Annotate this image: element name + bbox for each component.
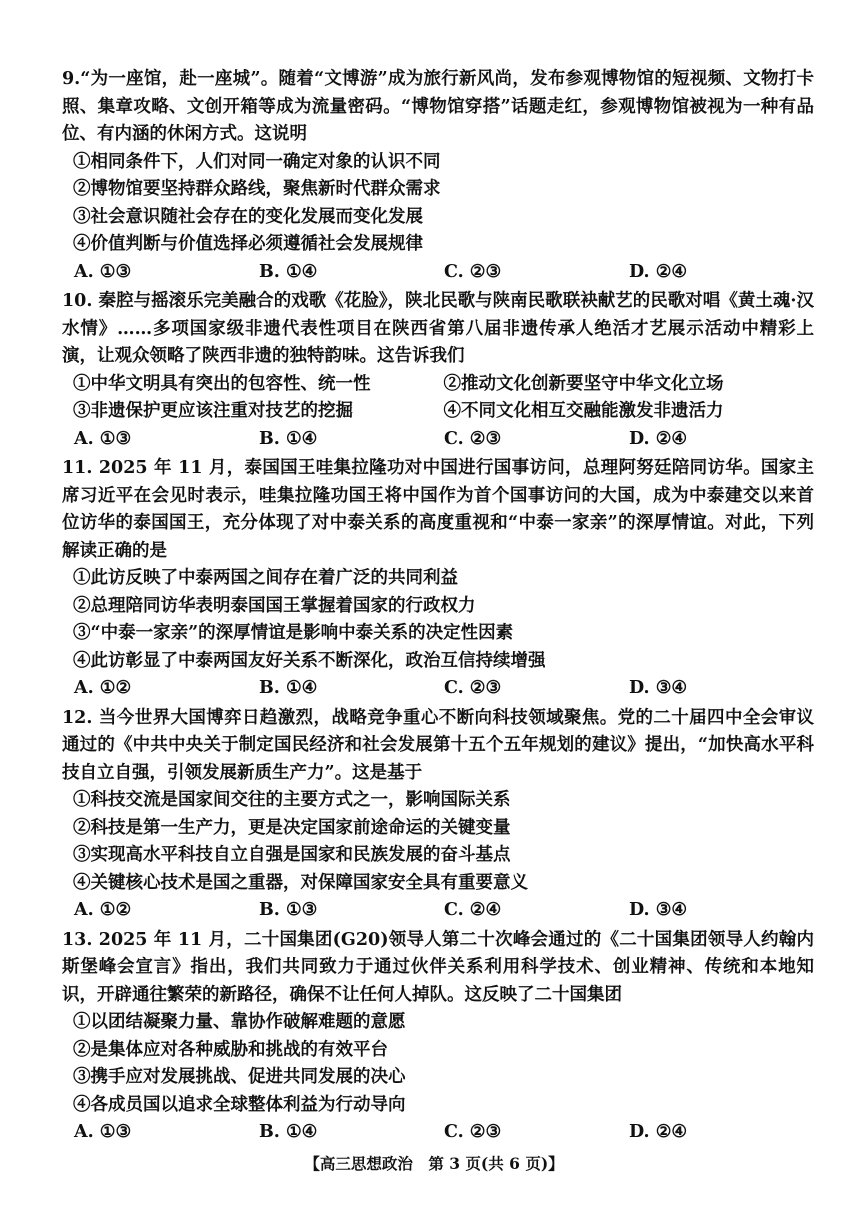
answer-choice-c: C. ②③: [444, 678, 502, 698]
question-stem: 12. 当今世界大国博弈日趋激烈，战略竞争重心不断向科技领域聚焦。党的二十届四中全会审议通过的《中共中央关于制定国民经济和社会发展第十五个五年规划的建议》提出，“加快高水平科技自立自强，引领发展新质生产力”。这是基于: [62, 707, 814, 783]
answer-choice-c: C. ②③: [444, 1122, 502, 1142]
answer-choice-a: A. ①②: [74, 678, 132, 698]
question-stem: 11. 2025 年 11 月，泰国国王哇集拉隆功对中国进行国事访问，总理阿努廷陪同访华。国家主席习近平在会见时表示，哇集拉隆功国王将中国作为首个国事访问的大国，成为中泰建交以来首位访华的泰国国王，充分体现了对中泰关系的高度重视和“中泰一家亲”的深厚情谊。对此，下列解读正确的是: [62, 458, 814, 561]
question-option: ②是集体应对各种威胁和挑战的有效平台: [73, 1039, 388, 1060]
answer-choice-b: B. ①④: [259, 428, 318, 449]
question-option: ①此访反映了中泰两国之间存在着广泛的共同利益: [73, 568, 458, 588]
answer-choices: [62, 426, 814, 454]
answer-choice-c: C. ②③: [444, 261, 502, 282]
answer-choice-a: A. ①②: [74, 900, 132, 920]
question-option: ④不同文化相互交融能激发非遗活力: [443, 401, 724, 421]
answer-choice-d: D. ②④: [629, 261, 688, 282]
answer-choice-a: A. ①③: [74, 1122, 132, 1142]
question-option: ②博物馆要坚持群众路线，聚焦新时代群众需求: [73, 179, 441, 199]
answer-choice-d: D. ③④: [629, 900, 688, 920]
question-option: ④各成员国以追求全球整体利益为行动导向: [73, 1094, 406, 1115]
question-10: [62, 288, 814, 453]
question-12: [62, 705, 814, 925]
question-option: ③“中泰一家亲”的深厚情谊是影响中泰关系的决定性因素: [73, 623, 514, 643]
question-stem: 13. 2025 年 11 月，二十国集团(G20)领导人第二十次峰会通过的《二十国集团领导人约翰内斯堡峰会宣言》指出，我们共同致力于通过伙伴关系利用科学技术、创业精神、传统和本地知识，开辟通往繁荣的新路径，确保不让任何人掉队。这反映了二十国集团: [62, 929, 814, 1005]
answer-choice-b: B. ①③: [259, 900, 318, 920]
answer-choice-a: A. ①③: [74, 428, 132, 449]
question-option: ①相同条件下，人们对同一确定对象的认识不同: [73, 151, 441, 172]
question-9: [62, 66, 814, 286]
question-option: ②总理陪同访华表明泰国国王掌握着国家的行政权力: [73, 595, 476, 616]
answer-choice-d: D. ③④: [629, 678, 688, 698]
question-option: ②科技是第一生产力，更是决定国家前途命运的关键变量: [73, 817, 511, 838]
question-option: ②推动文化创新要坚守中华文化立场: [443, 373, 724, 394]
question-option: ①中华文明具有突出的包容性、统一性: [73, 373, 371, 394]
question-option: ③非遗保护更应该注重对技艺的挖掘: [73, 401, 353, 421]
question-stem: 9.“为一座馆，赴一座城”。随着“文博游”成为旅行新风尚，发布参观博物馆的短视频、文物打卡照、集章攻略、文创开箱等成为流量密码。“博物馆穿搭”话题走红，参观博物馆被视为一种有品位、有内涵的休闲方式。这说明: [62, 69, 814, 144]
answer-choices: [62, 1119, 814, 1147]
answer-choice-c: C. ②④: [444, 900, 502, 920]
question-11: [62, 455, 814, 703]
option-pair-row: [62, 398, 814, 426]
question-option: ③社会意识随社会存在的变化发展而变化发展: [73, 206, 423, 227]
question-option: ④此访彰显了中泰两国友好关系不断深化，政治互信持续增强: [73, 650, 546, 671]
answer-choice-d: D. ②④: [629, 428, 688, 449]
question-option: ①科技交流是国家间交往的主要方式之一，影响国际关系: [73, 790, 511, 810]
page-footer: 【高三思想政治 第 3 页(共 6 页)】: [304, 1154, 564, 1173]
question-13: [62, 927, 814, 1147]
answer-choice-d: D. ②④: [629, 1122, 688, 1142]
answer-choice-b: B. ①④: [259, 1122, 318, 1142]
answer-choice-b: B. ①④: [259, 678, 318, 698]
question-option: ④价值判断与价值选择必须遵循社会发展规律: [73, 234, 423, 254]
answer-choice-a: A. ①③: [74, 261, 132, 282]
answer-choice-b: B. ①④: [259, 261, 318, 282]
answer-choices: [62, 675, 814, 703]
question-option: ③携手应对发展挑战、促进共同发展的决心: [73, 1067, 406, 1087]
question-option: ①以团结凝聚力量、靠协作破解难题的意愿: [73, 1012, 406, 1032]
question-stem: 10. 秦腔与摇滚乐完美融合的戏歌《花脸》，陕北民歌与陕南民歌联袂献艺的民歌对唱《黄土魂·汉水情》……多项国家级非遗代表性项目在陕西省第八届非遗传承人绝活才艺展示活动中精彩上演，让观众领略了陕西非遗的独特韵味。这告诉我们: [62, 291, 814, 366]
answer-choices: [62, 897, 814, 925]
question-option: ③实现高水平科技自立自强是国家和民族发展的奋斗基点: [73, 845, 511, 865]
question-option: ④关键核心技术是国之重器，对保障国家安全具有重要意义: [73, 872, 528, 893]
option-pair-row: [62, 371, 814, 399]
exam-page: [62, 66, 814, 1149]
answer-choice-c: C. ②③: [444, 428, 502, 449]
answer-choices: [62, 259, 814, 287]
